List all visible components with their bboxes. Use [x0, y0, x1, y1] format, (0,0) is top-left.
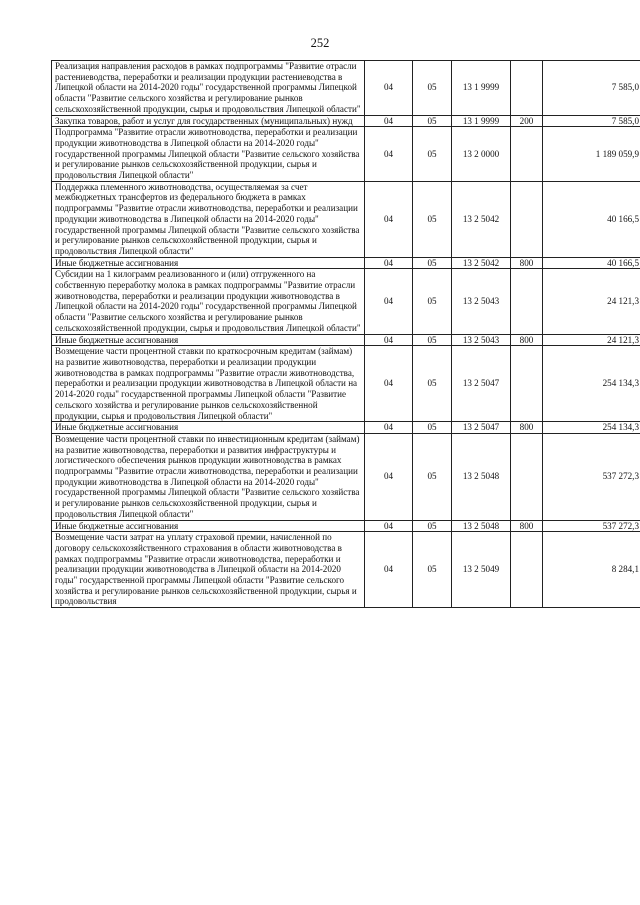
row-section-code: 04: [365, 433, 413, 520]
row-amount: 7 585,0: [543, 61, 640, 116]
table-row: [52, 422, 640, 434]
row-amount: 24 121,3: [543, 269, 640, 334]
row-subsection-code: 05: [413, 115, 452, 127]
row-target-article: 13 2 5043: [452, 334, 511, 346]
row-subsection-code: 05: [413, 422, 452, 434]
row-amount: 537 272,3: [543, 520, 640, 532]
row-section-code: 04: [365, 422, 413, 434]
table-row: [52, 115, 640, 127]
budget-table: [51, 60, 640, 608]
row-description: Иные бюджетные ассигнования: [52, 422, 365, 434]
row-subsection-code: 05: [413, 532, 452, 608]
row-expense-type: 200: [511, 115, 543, 127]
row-description: Возмещение части процентной ставки по инвестиционным кредитам (займам) на развитие животноводства, переработки и развития инфраструктуры и логистического обеспечения рынков продукции животноводства в рамках подпрограммы "Развитие отрасли животноводства, переработки и реализации продукции животноводства в Липецкой области на 2014-2020 годы" государственной программы Липецкой области "Развитие сельского хозяйства и регулирование рынков сельскохозяйственной продукции, сырья и продовольствия Липецкой области": [52, 433, 365, 520]
row-target-article: 13 2 5047: [452, 346, 511, 422]
row-section-code: 04: [365, 532, 413, 608]
row-target-article: 13 2 5042: [452, 257, 511, 269]
row-description: Иные бюджетные ассигнования: [52, 520, 365, 532]
row-amount: 537 272,3: [543, 433, 640, 520]
table-row: [52, 181, 640, 257]
row-description: Поддержка племенного животноводства, осуществляемая за счет межбюджетных трансфертов из федерального бюджета в рамках подпрограммы "Развитие отрасли животноводства, переработки и реализации продукции животноводства в Липецкой области на 2014-2020 годы" государственной программы Липецкой области "Развитие сельского хозяйства и регулирование рынков сельскохозяйственной продукции, сырья и продовольствия Липецкой области": [52, 181, 365, 257]
row-target-article: 13 2 5048: [452, 433, 511, 520]
row-section-code: 04: [365, 127, 413, 182]
row-description: Иные бюджетные ассигнования: [52, 334, 365, 346]
row-section-code: 04: [365, 257, 413, 269]
row-section-code: 04: [365, 269, 413, 334]
table-row: [52, 346, 640, 422]
row-expense-type: [511, 532, 543, 608]
table-row: [52, 127, 640, 182]
row-expense-type: 800: [511, 422, 543, 434]
row-amount: 24 121,3: [543, 334, 640, 346]
row-target-article: 13 2 5047: [452, 422, 511, 434]
row-amount: 254 134,3: [543, 346, 640, 422]
page-number: 252: [310, 36, 330, 50]
row-subsection-code: 05: [413, 346, 452, 422]
row-subsection-code: 05: [413, 127, 452, 182]
row-subsection-code: 05: [413, 181, 452, 257]
row-description: Возмещение части затрат на уплату страховой премии, начисленной по договору сельскохозяйственного страхования в области животноводства в рамках подпрограммы "Развитие отрасли животноводства, переработки и реализации продукции животноводства в Липецкой области на 2014-2020 годы" государственной программы Липецкой области "Развитие сельского хозяйства и регулирование рынков сельскохозяйственной продукции, сырья и продовольствия: [52, 532, 365, 608]
row-description: Иные бюджетные ассигнования: [52, 257, 365, 269]
row-expense-type: 800: [511, 334, 543, 346]
table-row: [52, 520, 640, 532]
row-amount: 7 585,0: [543, 115, 640, 127]
row-subsection-code: 05: [413, 269, 452, 334]
table-row: [52, 257, 640, 269]
row-expense-type: [511, 127, 543, 182]
row-subsection-code: 05: [413, 61, 452, 116]
row-target-article: 13 2 5042: [452, 181, 511, 257]
row-subsection-code: 05: [413, 257, 452, 269]
table-row: [52, 61, 640, 116]
row-section-code: 04: [365, 334, 413, 346]
table-row: [52, 334, 640, 346]
row-description: Реализация направления расходов в рамках подпрограммы "Развитие отрасли растениеводства, переработки и реализации продукции растениеводства в Липецкой области на 2014-2020 годы" государственной программы Липецкой области "Развитие сельского хозяйства и регулирование рынков сельскохозяйственной продукции, сырья и продовольствия Липецкой области": [52, 61, 365, 116]
row-section-code: 04: [365, 61, 413, 116]
table-row: [52, 532, 640, 608]
row-description: Подпрограмма "Развитие отрасли животноводства, переработки и реализации продукции животноводства в Липецкой области на 2014-2020 годы" государственной программы Липецкой области "Развитие сельского хозяйства и регулирование рынков сельскохозяйственной продукции, сырья и продовольствия Липецкой области": [52, 127, 365, 182]
row-section-code: 04: [365, 346, 413, 422]
row-expense-type: [511, 346, 543, 422]
table-row: [52, 433, 640, 520]
row-target-article: 13 2 5043: [452, 269, 511, 334]
row-subsection-code: 05: [413, 520, 452, 532]
table-row: [52, 269, 640, 334]
row-description: Закупка товаров, работ и услуг для государственных (муниципальных) нужд: [52, 115, 365, 127]
row-expense-type: [511, 269, 543, 334]
budget-table-body: [52, 61, 640, 608]
row-description: Возмещение части процентной ставки по краткосрочным кредитам (займам) на развитие животноводства, переработки и реализации продукции животноводства в рамках подпрограммы "Развитие отрасли животноводства, переработки и реализации продукции животноводства в Липецкой области на 2014-2020 годы" государственной программы Липецкой области "Развитие сельского хозяйства и регулирование рынков сельскохозяйственной продукции, сырья и продовольствия Липецкой области": [52, 346, 365, 422]
row-subsection-code: 05: [413, 334, 452, 346]
row-target-article: 13 2 5048: [452, 520, 511, 532]
row-expense-type: [511, 181, 543, 257]
row-amount: 40 166,5: [543, 181, 640, 257]
row-amount: 1 189 059,9: [543, 127, 640, 182]
row-subsection-code: 05: [413, 433, 452, 520]
row-amount: 40 166,5: [543, 257, 640, 269]
row-section-code: 04: [365, 115, 413, 127]
row-target-article: 13 2 5049: [452, 532, 511, 608]
row-expense-type: 800: [511, 257, 543, 269]
row-expense-type: [511, 61, 543, 116]
row-amount: 254 134,3: [543, 422, 640, 434]
row-section-code: 04: [365, 181, 413, 257]
row-amount: 8 284,1: [543, 532, 640, 608]
row-target-article: 13 1 9999: [452, 61, 511, 116]
row-target-article: 13 1 9999: [452, 115, 511, 127]
row-expense-type: [511, 433, 543, 520]
row-expense-type: 800: [511, 520, 543, 532]
row-target-article: 13 2 0000: [452, 127, 511, 182]
row-description: Субсидии на 1 килограмм реализованного и (или) отгруженного на собственную переработку молока в рамках подпрограммы "Развитие отрасли животноводства, переработки и реализации продукции животноводства в Липецкой области на 2014-2020 годы" государственной программы Липецкой области "Развитие сельского хозяйства и регулирование рынков сельскохозяйственной продукции, сырья и продовольствия Липецкой области": [52, 269, 365, 334]
row-section-code: 04: [365, 520, 413, 532]
